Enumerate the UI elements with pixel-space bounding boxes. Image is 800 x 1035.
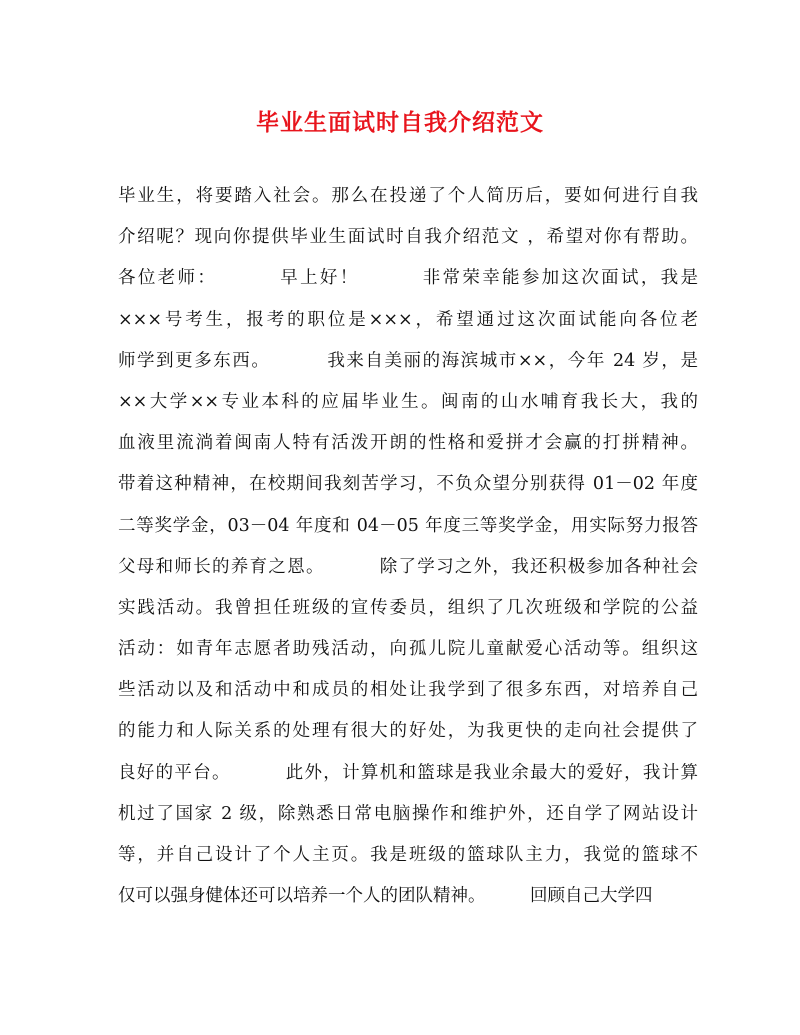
body-line: ××大学××专业本科的应届毕业生。闽南的山水哺育我长大，我的 xyxy=(118,391,698,412)
body-line: 师学到更多东西。 我来自美丽的海滨城市××，今年 24 岁，是 xyxy=(118,350,698,371)
body-line: 父母和师长的养育之恩。 除了学习之外，我还积极参加各种社会 xyxy=(118,556,698,577)
body-line: 血液里流淌着闽南人特有活泼开朗的性格和爱拼才会赢的打拼精神。 xyxy=(118,433,698,454)
body-line: 的能力和人际关系的处理有很大的好处，为我更快的走向社会提供了 xyxy=(118,721,698,742)
body-line: 仅可以强身健体还可以培养一个人的团队精神。 回顾自己大学四 xyxy=(118,886,653,907)
body-line: 毕业生，将要踏入社会。那么在投递了个人简历后，要如何进行自我 xyxy=(118,186,698,206)
document-title: 毕业生面试时自我介绍范文 xyxy=(256,109,544,136)
body-line: 些活动以及和活动中和成员的相处让我学到了很多东西，对培养自己 xyxy=(118,680,698,701)
document-body xyxy=(118,176,698,917)
body-line: 各位老师： 早上好！ 非常荣幸能参加这次面试，我是 xyxy=(118,268,698,289)
body-line: 二等奖学金，03－04 年度和 04－05 年度三等奖学金，用实际努力报答 xyxy=(118,515,698,536)
body-line: 介绍呢？现向你提供毕业生面试时自我介绍范文 ，希望对你有帮助。 xyxy=(118,227,698,248)
body-line: 机过了国家 2 级，除熟悉日常电脑操作和维护外，还自学了网站设计 xyxy=(118,803,698,824)
body-line: ×××号考生，报考的职位是×××，希望通过这次面试能向各位老 xyxy=(118,309,698,330)
body-line: 等，并自己设计了个人主页。我是班级的篮球队主力，我觉的篮球不 xyxy=(118,845,698,865)
body-line: 活动：如青年志愿者助残活动，向孤儿院儿童献爱心活动等。组织这 xyxy=(118,639,698,660)
body-line: 良好的平台。 此外，计算机和篮球是我业余最大的爱好，我计算 xyxy=(118,762,698,783)
body-line: 带着这种精神，在校期间我刻苦学习，不负众望分别获得 01－02 年度 xyxy=(118,474,698,495)
body-line: 实践活动。我曾担任班级的宣传委员，组织了几次班级和学院的公益 xyxy=(118,597,698,618)
